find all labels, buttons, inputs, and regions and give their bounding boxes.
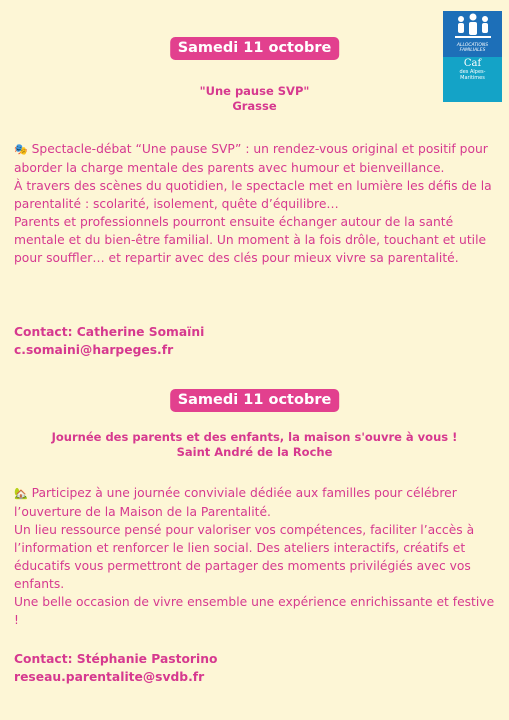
event-2-title-name: Journée des parents et des enfants, la maison s'ouvre à vous ! — [51, 430, 458, 444]
event-2-contact — [14, 650, 494, 686]
house-garden-icon: 🏡 — [14, 487, 28, 500]
event-1-contact-email[interactable]: c.somaini@harpeges.fr — [14, 343, 174, 357]
theater-masks-icon: 🎭 — [14, 143, 28, 156]
event-2-paragraph: Un lieu ressource pensé pour valoriser vos compétences, faciliter l’accès à l’information et renforcer le lien social. Des ateliers interactifs, créatifs et éducatifs vous permettront de partager des moments privilégiés avec vos enfants. — [14, 523, 475, 591]
event-2-date-badge: Samedi 11 octobre — [170, 389, 340, 412]
logo-tagline: ALLOCATIONS FAMILIALES — [456, 43, 489, 53]
event-2-location: Saint André de la Roche — [176, 445, 333, 459]
event-1-title — [0, 84, 509, 114]
event-1-contact-name: Contact: Catherine Somaïni — [14, 325, 205, 339]
event-2-paragraph: Participez à une journée conviviale dédiée aux familles pour célébrer l’ouverture de la Maison de la Parentalité. — [14, 486, 457, 519]
event-1-paragraph: Spectacle-débat “Une pause SVP” : un rendez-vous original et positif pour aborder la charge mentale des parents avec humour et bienveillance. — [14, 142, 488, 175]
event-1-title-name: "Une pause SVP" — [199, 84, 310, 98]
logo-region: des Alpes- Maritimes — [459, 69, 486, 81]
event-1-paragraph: Parents et professionnels pourront ensuite échanger autour de la santé mentale et du bien-être familial. Un moment à la fois drôle, touchant et utile pour souffler… et repartir avec des clés pour mieux vivre sa parentalité. — [14, 215, 487, 265]
event-2-contact-email[interactable]: reseau.parentalite@svdb.fr — [14, 670, 205, 684]
event-2-paragraph: Une belle occasion de vivre ensemble une expérience enrichissante et festive ! — [14, 595, 495, 627]
event-1-paragraph: À travers des scènes du quotidien, le spectacle met en lumière les défis de la parentalité : scolarité, isolement, quête d’équilibre… — [14, 179, 492, 211]
family-figures-icon — [443, 11, 502, 41]
event-1-location: Grasse — [232, 99, 277, 113]
event-2-description — [14, 484, 496, 629]
event-1-date-badge: Samedi 11 octobre — [170, 37, 340, 60]
event-2-contact-name: Contact: Stéphanie Pastorino — [14, 652, 218, 666]
logo-caf-text: Caf — [463, 58, 482, 69]
event-2-title — [0, 430, 509, 460]
event-1-contact — [14, 323, 494, 359]
event-1-description — [14, 140, 496, 267]
